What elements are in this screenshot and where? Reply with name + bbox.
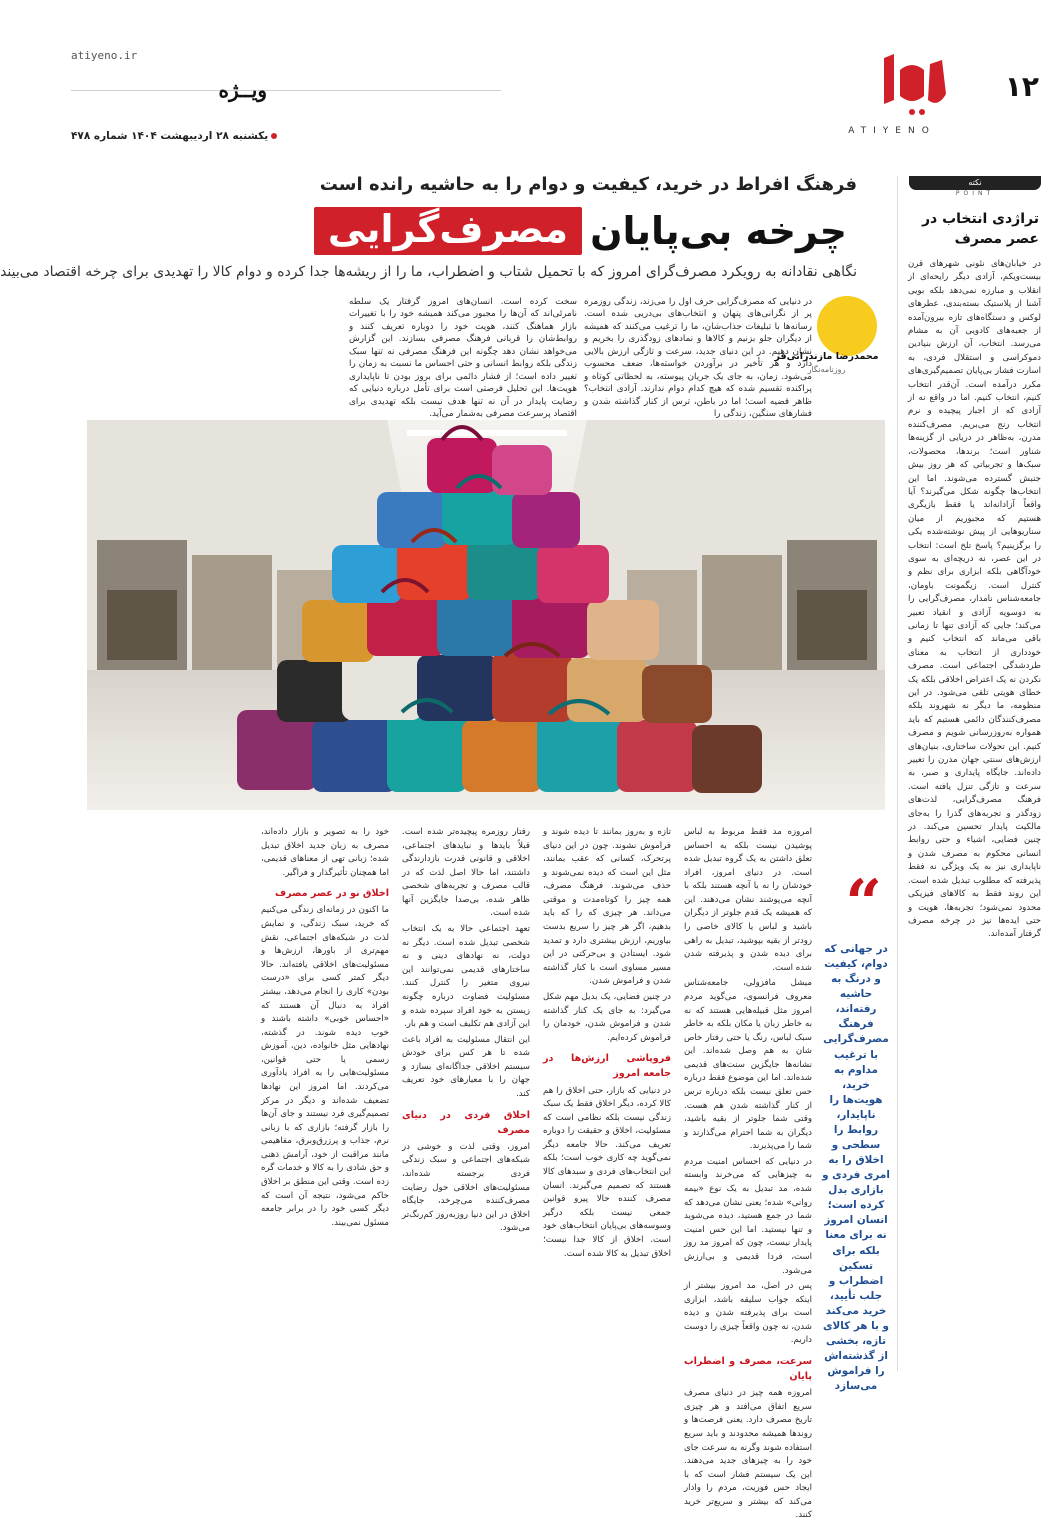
author-avatar — [817, 296, 877, 356]
column-paragraph: در دنیایی که بازار، حتی اخلاق را هم کالا کرده، دیگر اخلاق فقط یک سبک زندگی نیست بلکه نظامی است که مسئولیت، اخلاق و حقیقت را دوباره تعریف می‌کند. حالا جامعه دیگر نمی‌گوید چه کاری خوب است؛ بلکه این انتخاب‌های فردی و سبدهای کالا هستند که تصمیم می‌گیرند. انسان مصرف کننده حالا پیرو قوانین جمعی نیست بلکه درگیر وسوسه‌های بی‌پایان انتخاب‌های خود است. اخلاق از کالا جدا نیست؛ اخلاق تبدیل به کالا شده است. — [543, 1085, 671, 1259]
issue-date-text: یکشنبه ۲۸ اردیبهشت ۱۴۰۴ شماره ۴۷۸ — [71, 130, 269, 142]
column-paragraph: تازه و به‌روز بمانند تا دیده شوند و فراموش نشوند. چون در این دنیای پرتحرک، کسانی که عقب بمانند، مثل این است که دیده نمی‌شوند و حذف می‌شوند. فرهنگ مصرف، همه چیز را کوتاه‌مدت و موقتی می‌داند. هر چیزی که را که باید بدهیم، اگر هر چیز را سریع بدست بیاوریم، ارزش بیشتری دارد و تمدید شود. ایستادن و بی‌حرکتی در این مسیر مساوی است با کنار گذاشته شدن و فراموش شدن. — [543, 827, 671, 987]
column-paragraph: امروزه همه چیز در دنیای مصرف سریع اتفاق می‌افتد و هر چیزی تاریخ مصرف دارد. یعنی فرصت‌ها و روندها همیشه محدودند و باید سریع استفاده شوند وگرنه به سرعت جای خود را به چیزهای جدید می‌دهند. این یک سیستم فشار است که با ایجاد حس فوریت، مردم را وادار می‌کند که بیشتر و سریع‌تر خرید کنند. — [684, 1388, 812, 1521]
bullet-icon — [271, 133, 277, 139]
column-paragraph: در دنیایی که احساس امنیت مردم به چیزهایی که می‌خرند وابسته شده، مد تبدیل به یک نوع «بیمه روانی» شده؛ یعنی نشان می‌دهد که شما در جمع هستید، دیده می‌شوید و تنها نیستید. اما این حس امنیت پایدار نیست، چون که امروز مد روز است، فردا قدیمی و بی‌ارزش می‌شود. — [684, 1156, 812, 1276]
column-paragraph: پس در اصل، مد امروز بیشتر از اینکه جواب سلیقه باشد، ابزاری است برای پذیرفته شدن و دیده شدن، نه چون واقعاً چیزی را دوست داریم. — [684, 1281, 812, 1346]
headline-black-part: چرخه بی‌پایان — [590, 209, 847, 253]
page-number: ۱۲ — [1004, 70, 1039, 103]
column-subheading: سرعت، مصرف و اضطراب پایان — [684, 1355, 812, 1383]
headline-red-part: مصرف‌گرایی — [314, 207, 582, 255]
body-column-2 — [543, 826, 671, 1371]
column-paragraph: میشل مافزولی، جامعه‌شناس معروف فرانسوی، می‌گوید مردم امروز مثل قبیله‌هایی هستند که نه به خاطر زبان یا مکان بلکه به خاطر سبک لباس، رنگ یا حتی رفتار خاص شان به هم وصل شده‌اند. این نشانه‌ها جایگزین سنت‌های قدیمی شده‌اند. اما این موضوع فقط درباره حس تعلق نیست بلکه درباره ترس از کنار گذاشته شدن هم هست. وقتی شما جلوتر از بقیه باشید، دیگران به شما احترام می‌گذارند و شما را می‌پذیرند. — [684, 978, 812, 1152]
sidebar-title: تراژدی انتخاب در عصر مصرف — [921, 211, 1039, 247]
body-column-1 — [684, 826, 812, 1521]
column-paragraph: ما اکنون در زمانه‌ای زندگی می‌کنیم که خرید، سبک زندگی، و نمایش لذت در شبکه‌های اجتماعی، نقش مهم‌تری از باورها، ارزش‌ها و مسئولیت‌های اخلاقی یافته‌اند. حالا دیگر کمتر کسی برای «درست بودن» کاری را انجام می‌دهد، بیشتر افراد به دنبال آن هستند که «احساس خوبی» داشته باشند و خوب دیده شوند. در گذشته، نهادهایی مثل خانواده، دین، آموزش رسمی یا حتی قوانین، مسئولیت‌هایی را به افراد یادآوری می‌کردند. اما امروز این نهادها تضعیف شده‌اند و دیگر در مرکز تصمیم‌گیری فرد نیستند و جای آن‌ها را بازار گرفته؛ بازاری که با زبانی نرم، جذاب و پرزرق‌وبرق، مفاهیمی مانند مراقبت از خود، آرامش ذهنی و حق شادی را به کالا و خدمات گره زده است. وقتی این منطق بر اخلاق حاکم می‌شود، نتیجه آن است که دیگر کسی خود را در برابر جامعه مسئول نمی‌بیند. — [261, 905, 389, 1228]
intro-column-right: در دنیایی که مصرف‌گرایی حرف اول را می‌زند، زندگی روزمره پر از نگرانی‌های پنهان و انتخاب‌های بی‌دریی شده است. رسانه‌ها با تبلیغات جذاب‌شان، ما را ترغیب می‌کنند که همیشه از دیگران جلو بزنیم و کالاها و نمادهای زودگذری را بخریم و نشان دهیم. در این دنیای جدید، سرعت و تازگی ارزش بالایی دارد و هر تأخیر در برآوردن خواسته‌ها، ضعف محسوب می‌شود. زمان، به جای یک جریان پیوسته، به لحظاتی کوتاه و پراکنده تقسیم شده که هیچ کدام دوام ندارند. آزادی انتخاب؟ ظاهر قضیه است؛ اما در باطن، ترس از کنار گذاشته شدن و فشارهای سنگین، زندگی را — [584, 297, 812, 420]
sidebar-tag-latin: POINT — [955, 190, 995, 197]
body-column-4 — [261, 826, 389, 1371]
quote-mark-icon: “ — [845, 866, 882, 941]
handbag-pile-illustration — [87, 420, 885, 810]
header-divider — [71, 90, 501, 91]
column-paragraph: خود را به تصویر و بازار داده‌اند، مصرف به زبان جدید اخلاق تبدیل شده؛ زبانی تهی از معناهای قدیمی، اما همچنان تأثیرگذار و فراگیر. — [261, 827, 389, 878]
author-name: محمدرضا مازندرانی‌فر — [774, 351, 879, 362]
column-subheading: فروپاشی ارزش‌ها در جامعه امروز — [543, 1053, 671, 1080]
column-paragraph: امروزه مد فقط مربوط به لباس پوشیدن نیست بلکه به احساس تعلق داشتن به یک گروه تبدیل شده است. در دنیای امروز، افراد خودشان را نه با آنچه هستند بلکه با آنچه می‌پوشند نشان می‌دهند. این که همیشه یک قدم جلوتر از دیگران باشید و لباس یا کالای خاصی را زودتر از بقیه بپوشید، تبدیل به راهی برای دیده شدن و پذیرفته شدن شده است. — [684, 827, 812, 973]
sidebar-body: در خیابان‌های نئونی شهرهای قرن بیست‌ویکم، آزادی دیگر رایحه‌ای از انقلاب و مبارزه نمی‌دهد بلکه بویی آشنا از پلاستیک بسته‌بندی، عطرهای لوکس و دستگاه‌های تازه بیرون‌آمده از جعبه‌های کادویی آن به مشام می‌رسد. انتخاب، آن ارزش بنیادین دموکراسی و استقلال فردی، به اسارت فشار بی‌پایان تصمیم‌گیری‌های مکرر درآمده است. آن‌قدر انتخاب کنیم، انتخاب کنیم. اما در واقع نه از آزادی که از اجبار پیچیده و نرم انتخاب رنج می‌بریم. مصرف‌کننده مدرن، به‌ظاهر در دریایی از گزینه‌ها شناور است؛ برندها، محصولات، سبک‌ها و تجربیاتی که هر روز بیش جنبش گسترده می‌شوند. اما این انتخاب‌ها چگونه شکل می‌گیرند؟ آیا واقعاً آزادانه‌اند یا فقط بازیگری هستیم که مجبوریم از میان سناریوهایی از پیش نوشته‌شده یکی را برگزینیم؟ پاسخ تلخ است: انتخاب در این عصر، نه دریچه‌ای به سوی خودآگاهی بلکه ابزاری برای نظم و کنترل است. زیگمونت باومان، جامعه‌شناس نامدار، مصرف‌گرایی را به دوسویه آزادی و انقیاد تعبیر می‌کند؛ جایی که آزادی تنها تا زمانی باقی می‌ماند که انتخاب کنیم و خودداری از انتخاب به معنای طردشدگی اجتماعی است. مصرف نکردن نه یک اعتراض اخلاقی بلکه یک خطای هویتی تلقی می‌شود. در این منظومه، ما دیگر نه شهروند بلکه مصرف‌کنندگان دائمی هستیم که باید همواره به‌روزرسانی شویم و مصرف کنیم. این تحولات ساختاری، بنیان‌های ارزش‌های سنتی جهان مدرن را تغییر داده‌اند. جایگاه پایداری و صبر، به سرعت و تازگی تنزل یافته است. فرهنگ مصرف‌گرایی، لذت‌های زودگذر و تجربه‌های گذرا را به‌جای مالکیت پایدار تحسین می‌کند. در چنین فضایی، اشیاء و حتی روابط انسانی محکوم به مصرف شدن و ناپایداری نیز به یک ویژگی نه فقط پذیرفته که مطلوب تبدیل شده است. این روند فقط به کالاهای فیزیکی محدود نمی‌شود؛ تجربه‌ها، هویت و حتی ایده‌ها نیز در چرخه مصرف گرفتار آمده‌اند. — [908, 259, 1041, 940]
logo-latin: ATIYENO — [848, 126, 936, 136]
sidebar-tag: نکته — [909, 176, 1041, 190]
column-subheading: اخلاق فردی در دنیای مصرف — [402, 1109, 530, 1136]
article-lead: نگاهی نقادانه به رویکرد مصرف‌گرای امروز که با تحمیل شتاب و اضطراب، ما را از ریشه‌ها جدا کرده و دوام کالا را تهدیدی برای چرخه اقتصاد می‌بیند — [0, 264, 857, 280]
column-paragraph: امروز، وقتی لذت و خوشی در شبکه‌های اجتماعی و سبک زندگی فردی برجسته شده‌اند، مسئولیت‌های اخلاقی حول رضایت مصرف‌کننده می‌چرخد، جایگاه اخلاق در این دنیا روزبه‌روز کم‌رنگ‌تر می‌شود. — [402, 1141, 530, 1234]
site-url[interactable]: atiyeno.ir — [71, 49, 138, 62]
newspaper-logo — [872, 50, 957, 120]
section-name: ویــژه — [218, 78, 267, 102]
column-paragraph: رفتار روزمره پیچیده‌تر شده است. قبلاً بایدها و نبایدهای اجتماعی، اخلاقی و قانونی قدرت بازدارندگی داشتند، اما حالا اصل لذت که در قالب مصرف و تجربه‌های شخصی ظاهر شده، بی‌صدا جایگزین آنها شده است. — [402, 827, 530, 919]
intro-column-left: سخت کرده است. انسان‌های امروز گرفتار یک سلطه نامرئی‌اند که آن‌ها را مجبور می‌کند همیشه خود را با تغییرات بازار هماهنگ کنند، هویت خود را دوباره تعریف کنند و روابط‌شان را قربانی فرهنگ مصرفی بسازند. این گزارش می‌خواهد نشان دهد چگونه این فرهنگ مصرفی نه تنها سبک زندگی بلکه روابط انسانی و حتی احساس ما نسبت به زمان را تغییر داده است؛ از فشار دائمی برای بروز بودن تا ناپایداری هویت‌ها. این تحلیل فرصتی است برای تأمل درباره دنیایی که رضایت پایدار در آن نه تنها هدف نیست بلکه تهدیدی برای اقتصاد پرسرعت مصرفی به‌شمار می‌آید. — [349, 297, 577, 420]
sidebar-divider — [897, 176, 898, 1371]
issue-date — [71, 130, 277, 142]
article-supertitle: فرهنگ افراط در خرید، کیفیت و دوام را به حاشیه رانده است — [319, 174, 857, 195]
column-paragraph: در چنین فضایی، یک بدیل مهم شکل می‌گیرد: به جای یک کنار گذاشته شدن و فراموش شدن، خودمان را فراموش کرده‌ایم. — [543, 991, 671, 1043]
column-subheading: اخلاق نو در عصر مصرف — [275, 888, 389, 900]
hero-image-handbag-pile — [87, 420, 885, 810]
column-paragraph: تعهد اجتماعی حالا به یک انتخاب شخصی تبدیل شده است. دیگر نه دولت، نه نهادهای دینی و نه ساختارهای قدیمی نمی‌توانند این نیروی متغیر را کنترل کنند. مسئولیت فضاوت درباره چگونه زیستن به خود افراد سپرده شده و این آزادی هم تکلیف است و هم بار. — [402, 924, 530, 1030]
pull-quote: در جهانی که دوام، کیفیت و درنگ به حاشیه رفته‌اند، فرهنگ مصرف‌گرایی با ترغیب مداوم به خرید، هویت‌ها را ناپایدار، روابط را سطحی و اخلاق را به امری فردی و بازاری بدل کرده است؛ انسان امروز نه برای معنا بلکه برای تسکین اضطراب و جلب تأیید، خرید می‌کند و با هر کالای تازه، بخشی از گذشته‌اش را فراموش می‌سازد — [822, 943, 890, 1393]
article-headline — [314, 206, 847, 256]
author-role: روزنامه‌نگار — [807, 365, 846, 374]
logo-mark-icon — [872, 50, 957, 120]
column-paragraph: این انتقال مسئولیت به افراد باعث شده تا هر کس برای خودش سیستم اخلاقی جداگانه‌ای بسازد و جهان را با معیارهای خود تعریف کند. — [402, 1034, 530, 1099]
body-column-3 — [402, 826, 530, 1371]
